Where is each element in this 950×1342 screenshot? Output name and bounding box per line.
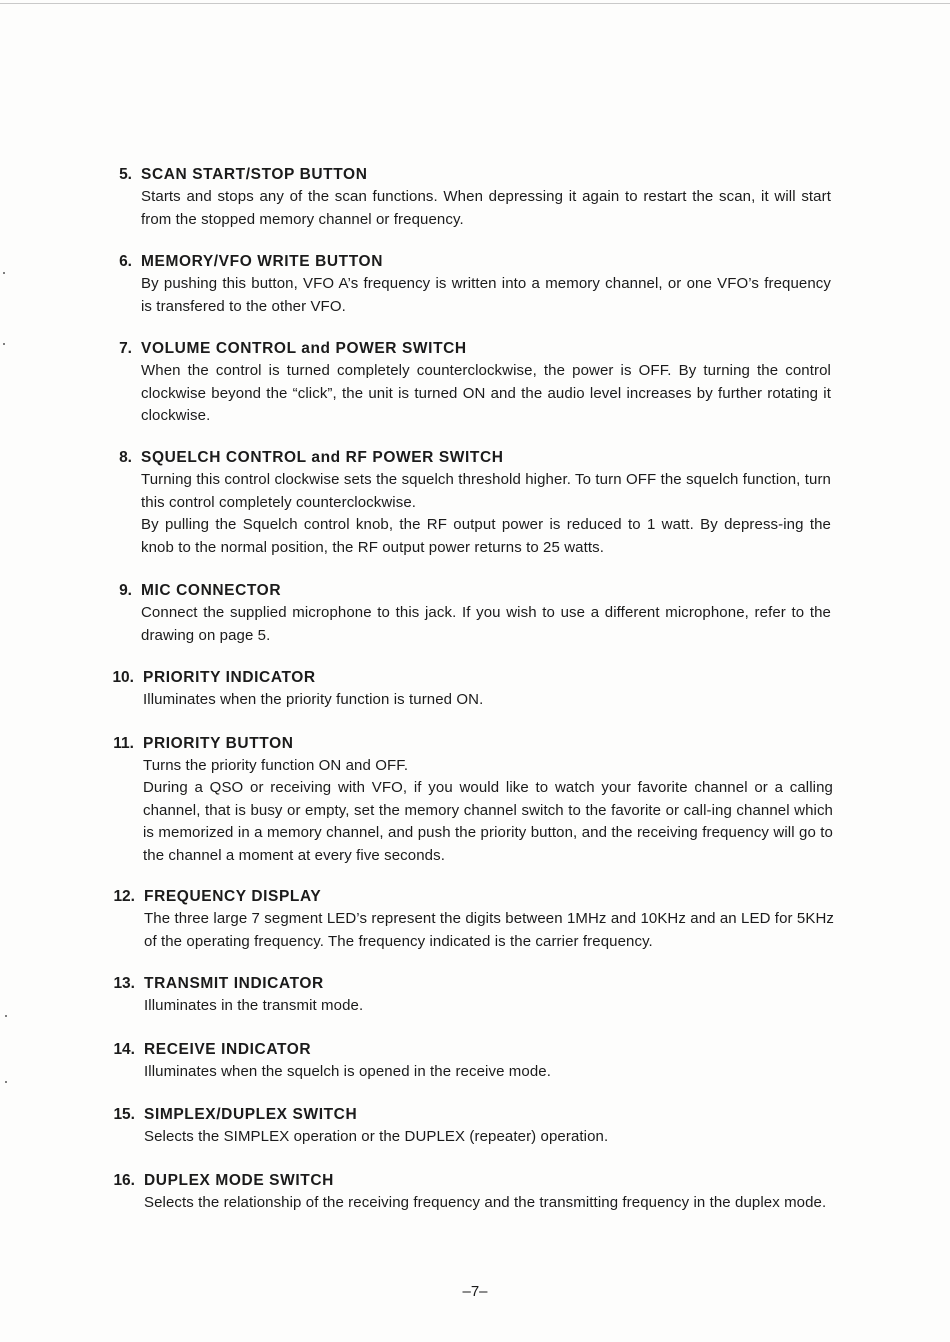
scan-speck bbox=[3, 272, 5, 274]
section-title: MIC CONNECTOR bbox=[141, 582, 282, 599]
page-number: –7– bbox=[462, 1283, 488, 1300]
section-number: 12. bbox=[113, 888, 135, 905]
section-title: PRIORITY INDICATOR bbox=[143, 669, 316, 686]
section-paragraph: Illuminates when the priority function is turned ON. bbox=[143, 691, 484, 708]
section-number: 6. bbox=[119, 253, 132, 270]
section-paragraph: By pushing this button, VFO A’s frequency is written into a memory channel, or one VFO’s frequency is transfered to the other VFO. bbox=[141, 275, 831, 315]
section-paragraph: Illuminates in the transmit mode. bbox=[144, 997, 364, 1014]
section-number: 5. bbox=[119, 166, 132, 183]
section-title: TRANSMIT INDICATOR bbox=[144, 975, 324, 992]
section-paragraph: During a QSO or receiving with VFO, if you would like to watch your favorite channel or a calling channel, that is busy or empty, set the memory channel switch to the favorite or call-ing channel which is memorized in a memory channel, and push the priority button, and the receiving frequency will go to the channel a moment at every five seconds. bbox=[143, 779, 833, 864]
section-paragraph: Connect the supplied microphone to this jack. If you wish to use a different microphone, refer to the drawing on page 5. bbox=[141, 604, 831, 644]
section-title: SIMPLEX/DUPLEX SWITCH bbox=[144, 1106, 358, 1123]
section-title: FREQUENCY DISPLAY bbox=[144, 888, 322, 905]
section-paragraph: Illuminates when the squelch is opened in the receive mode. bbox=[144, 1063, 551, 1080]
section-title: RECEIVE INDICATOR bbox=[144, 1041, 312, 1058]
section-title: SQUELCH CONTROL and RF POWER SWITCH bbox=[141, 449, 504, 466]
scan-edge-rule bbox=[0, 3, 950, 4]
section-paragraph: Selects the SIMPLEX operation or the DUPLEX (repeater) operation. bbox=[144, 1128, 609, 1145]
scan-speck bbox=[3, 343, 5, 345]
section-paragraph: Starts and stops any of the scan functions. When depressing it again to restart the scan, it will start from the stopped memory channel or frequency. bbox=[141, 188, 831, 228]
scan-speck bbox=[5, 1015, 7, 1017]
section-paragraph: Turning this control clockwise sets the squelch threshold higher. To turn OFF the squelch function, turn this control completely counterclockwise. bbox=[141, 471, 831, 511]
section-title: MEMORY/VFO WRITE BUTTON bbox=[141, 253, 383, 270]
section-paragraph: Selects the relationship of the receiving frequency and the transmitting frequency in the duplex mode. bbox=[144, 1194, 827, 1211]
section-paragraph: By pulling the Squelch control knob, the RF output power is reduced to 1 watt. By depress-ing the knob to the normal position, the RF output power returns to 25 watts. bbox=[141, 516, 831, 556]
section-number: 13. bbox=[113, 975, 135, 992]
section-number: 9. bbox=[119, 582, 132, 599]
section-paragraph: When the control is turned completely counterclockwise, the power is OFF. By turning the control clockwise beyond the “click”, the unit is turned ON and the audio level increases by further rotating it clockwise. bbox=[141, 362, 831, 424]
section-number: 16. bbox=[113, 1172, 135, 1189]
section-title: VOLUME CONTROL and POWER SWITCH bbox=[141, 340, 467, 357]
section-paragraph: The three large 7 segment LED’s represent the digits between 1MHz and 10KHz and an LED for 5KHz of the operating frequency. The frequency indicated is the carrier frequency. bbox=[144, 910, 834, 950]
section-number: 7. bbox=[119, 340, 132, 357]
section-title: SCAN START/STOP BUTTON bbox=[141, 166, 368, 183]
section-paragraph: Turns the priority function ON and OFF. bbox=[143, 757, 409, 774]
section-number: 15. bbox=[113, 1106, 135, 1123]
scan-speck bbox=[5, 1081, 7, 1083]
section-title: PRIORITY BUTTON bbox=[143, 735, 294, 752]
section-number: 10. bbox=[112, 669, 134, 686]
section-number: 8. bbox=[119, 449, 132, 466]
section-number: 14. bbox=[113, 1041, 135, 1058]
section-number: 11. bbox=[113, 735, 134, 752]
section-title: DUPLEX MODE SWITCH bbox=[144, 1172, 334, 1189]
